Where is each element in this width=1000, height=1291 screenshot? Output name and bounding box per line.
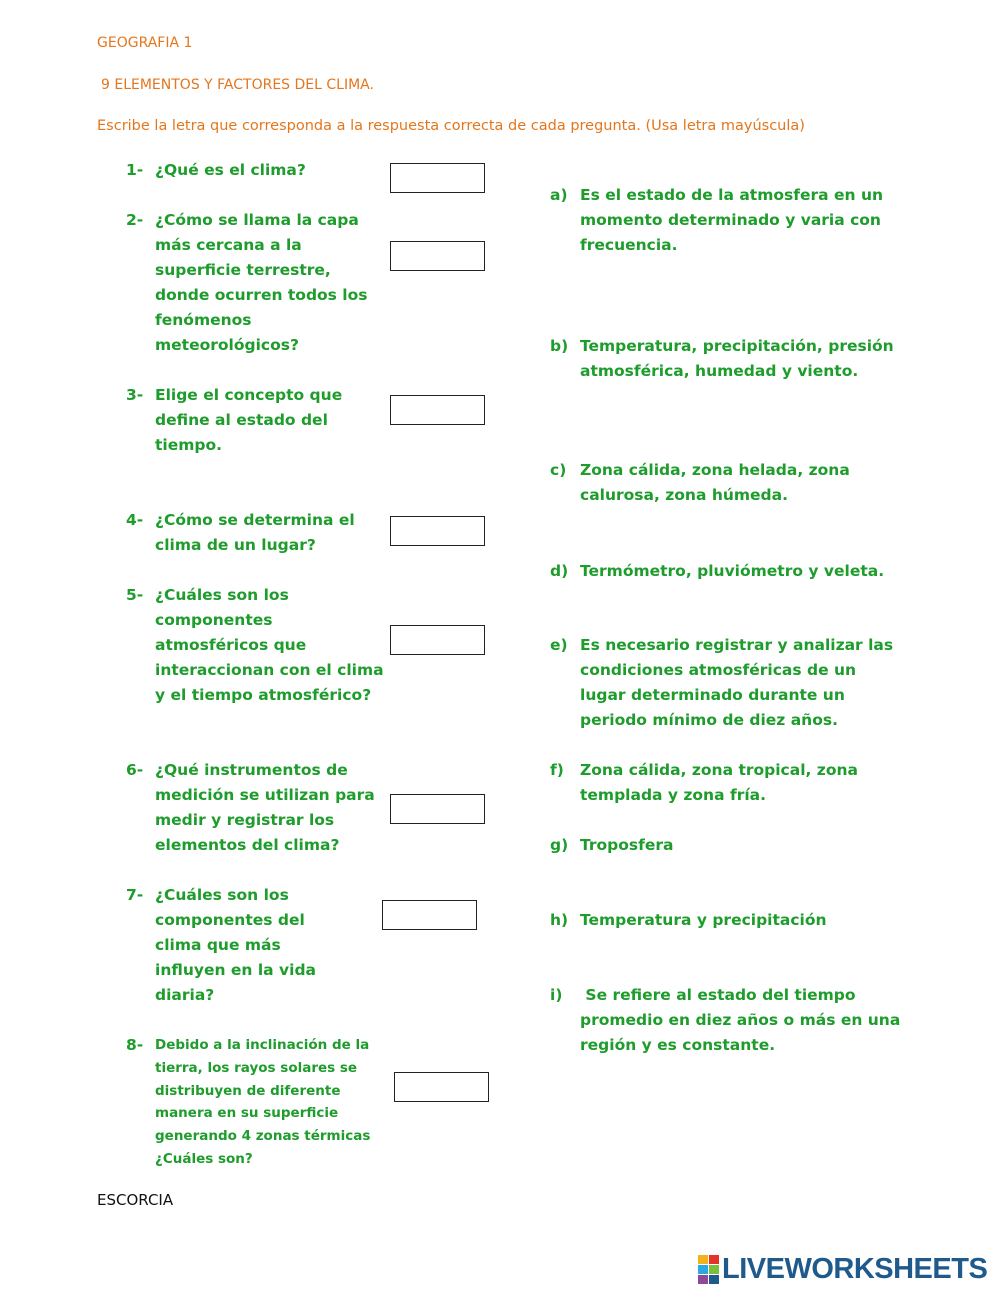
answer-box-5[interactable]	[390, 625, 485, 655]
option-text: Temperatura y precipitación	[580, 911, 827, 929]
option-letter: c)	[550, 461, 567, 479]
logo-block	[709, 1265, 719, 1274]
question-text: ¿Cuáles son los componentes atmosféricos que interaccionan con el clima y el tiempo atmosférico?	[155, 586, 384, 704]
option-text: Es necesario registrar y analizar las condiciones atmosféricas de un lugar determinado durante un periodo mínimo de diez años.	[580, 636, 894, 729]
liveworksheets-logo	[698, 1254, 987, 1284]
question-text: ¿Cómo se determina el clima de un lugar?	[155, 511, 355, 554]
question-number: 2-	[126, 211, 144, 229]
option-text: Es el estado de la atmosfera en un momento determinado y varia con frecuencia.	[580, 186, 884, 254]
logo-block	[709, 1255, 719, 1264]
answer-box-4[interactable]	[390, 516, 485, 546]
option-text: Se refiere al estado del tiempo promedio en diez años o más en una región y es constante.	[580, 986, 906, 1054]
question-text: ¿Cuáles son los componentes del clima que más influyen en la vida diaria?	[155, 886, 317, 1004]
option-text: Zona cálida, zona helada, zona calurosa, zona húmeda.	[580, 461, 850, 504]
option-letter: i)	[550, 986, 563, 1004]
option-letter: g)	[550, 836, 569, 854]
instruction-text: Escribe la letra que corresponda a la respuesta correcta de cada pregunta. (Usa letra mayúscula)	[97, 118, 805, 134]
option-text: Temperatura, precipitación, presión atmosférica, humedad y viento.	[580, 337, 894, 380]
logo-block	[698, 1255, 708, 1264]
question-text: Elige el concepto que define al estado del tiempo.	[155, 386, 343, 454]
topic-title: 9 ELEMENTOS Y FACTORES DEL CLIMA.	[101, 77, 374, 93]
question-text: ¿Qué instrumentos de medición se utilizan para medir y registrar los elementos del clima?	[155, 761, 375, 854]
answer-box-1[interactable]	[390, 163, 485, 193]
option-text: Troposfera	[580, 836, 674, 854]
logo-block	[698, 1265, 708, 1274]
subject-title: GEOGRAFIA 1	[97, 35, 193, 51]
option-text: Termómetro, pluviómetro y veleta.	[580, 562, 885, 580]
question-number: 8-	[126, 1036, 144, 1054]
question-number: 3-	[126, 386, 144, 404]
question-text: ¿Qué es el clima?	[155, 161, 306, 179]
logo-block	[709, 1275, 719, 1284]
option-letter: e)	[550, 636, 568, 654]
author-footer: ESCORCIA	[97, 1191, 174, 1209]
answer-box-8[interactable]	[394, 1072, 489, 1102]
question-number: 7-	[126, 886, 144, 904]
question-number: 5-	[126, 586, 144, 604]
question-text: Debido a la inclinación de la tierra, los rayos solares se distribuyen de diferente manera en su superficie generando 4 zonas térmicas ¿Cuáles son?	[155, 1037, 371, 1167]
option-letter: b)	[550, 337, 569, 355]
option-letter: f)	[550, 761, 564, 779]
logo-blocks-icon	[698, 1255, 719, 1284]
answer-box-7[interactable]	[382, 900, 477, 930]
answer-box-2[interactable]	[390, 241, 485, 271]
option-letter: a)	[550, 186, 568, 204]
question-number: 6-	[126, 761, 144, 779]
question-number: 4-	[126, 511, 144, 529]
answer-box-3[interactable]	[390, 395, 485, 425]
question-text: ¿Cómo se llama la capa más cercana a la superficie terrestre, donde ocurren todos los fenómenos meteorológicos?	[155, 211, 368, 354]
option-letter: h)	[550, 911, 569, 929]
option-text: Zona cálida, zona tropical, zona templada y zona fría.	[580, 761, 858, 804]
option-letter: d)	[550, 562, 569, 580]
logo-block	[698, 1275, 708, 1284]
logo-text: LIVEWORKSHEETS	[722, 1253, 988, 1285]
answer-box-6[interactable]	[390, 794, 485, 824]
question-number: 1-	[126, 161, 144, 179]
